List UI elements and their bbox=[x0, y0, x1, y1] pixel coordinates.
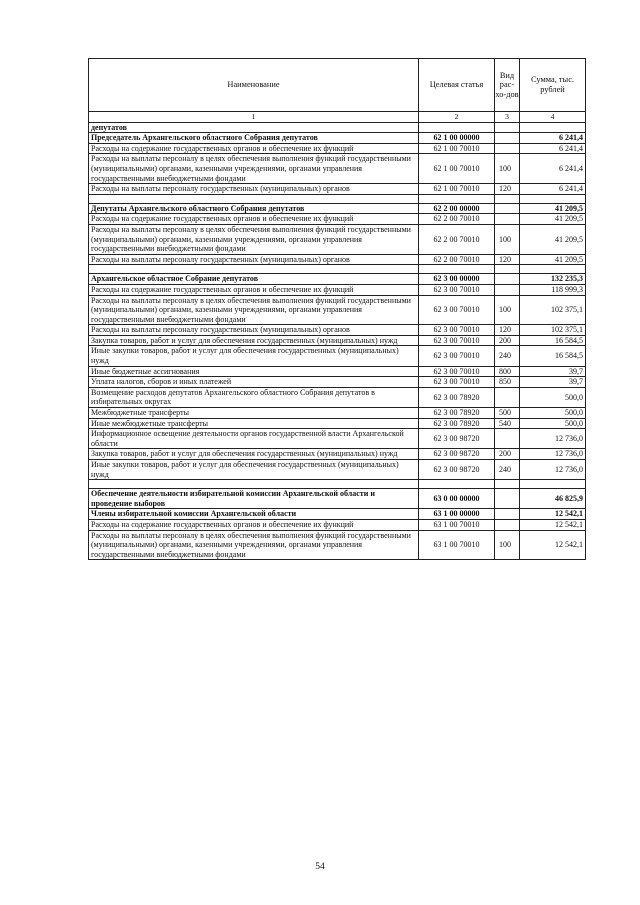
cell-target-article: 62 3 00 70010 bbox=[419, 366, 495, 377]
cell-target-article: 62 3 00 78920 bbox=[419, 418, 495, 429]
table-row bbox=[89, 418, 586, 429]
table-row bbox=[89, 429, 586, 449]
cell-name: Закупка товаров, работ и услуг для обеспечения государственных (муниципальных) нужд bbox=[89, 335, 419, 346]
cell-sum: 6 241,4 bbox=[520, 143, 586, 154]
cell-sum: 16 584,5 bbox=[520, 335, 586, 346]
cell-name: Расходы на содержание государственных органов и обеспечение их функций bbox=[89, 214, 419, 225]
cell-sum: 12 736,0 bbox=[520, 460, 586, 480]
cell-target-article: 62 3 00 70010 bbox=[419, 335, 495, 346]
table-row bbox=[89, 408, 586, 419]
cell-sum: 500,0 bbox=[520, 418, 586, 429]
cell-sum: 41 209,5 bbox=[520, 254, 586, 265]
section-row bbox=[89, 133, 586, 144]
cell-sum: 102 375,1 bbox=[520, 325, 586, 336]
cell-sum: 41 209,5 bbox=[520, 214, 586, 225]
table-row bbox=[89, 449, 586, 460]
column-number-row bbox=[89, 112, 586, 123]
cell-name: Расходы на выплаты персоналу государственных (муниципальных) органов bbox=[89, 184, 419, 195]
cell-target-article bbox=[419, 122, 495, 133]
cell-expense-type bbox=[495, 214, 520, 225]
cell-sum bbox=[520, 122, 586, 133]
cell-sum bbox=[520, 265, 586, 274]
cell-target-article bbox=[419, 265, 495, 274]
cell-sum: 16 584,5 bbox=[520, 346, 586, 366]
cell-name: Расходы на выплаты персоналу в целях обеспечения выполнения функций государственными (муниципальными) органами, казенными учреждениями, органами управления государственными внебюджетными фондами bbox=[89, 295, 419, 325]
table-row bbox=[89, 377, 586, 388]
header-sum: Сумма, тыс. рублей bbox=[520, 59, 586, 112]
cell-name bbox=[89, 194, 419, 203]
cell-target-article: 62 3 00 98720 bbox=[419, 429, 495, 449]
cell-expense-type bbox=[495, 387, 520, 407]
cell-expense-type bbox=[495, 509, 520, 520]
cell-sum: 102 375,1 bbox=[520, 295, 586, 325]
cell-expense-type bbox=[495, 274, 520, 285]
cell-name: Расходы на выплаты персоналу государственных (муниципальных) органов bbox=[89, 325, 419, 336]
cell-expense-type bbox=[495, 133, 520, 144]
spacer-row bbox=[89, 194, 586, 203]
cell-target-article bbox=[419, 480, 495, 489]
cell-expense-type bbox=[495, 284, 520, 295]
cell-expense-type: 850 bbox=[495, 377, 520, 388]
table-row bbox=[89, 184, 586, 195]
table-row bbox=[89, 366, 586, 377]
cell-name bbox=[89, 480, 419, 489]
cell-target-article: 63 1 00 70010 bbox=[419, 519, 495, 530]
cell-name: Возмещение расходов депутатов Архангельского областного Собрания депутатов в избирательных округах bbox=[89, 387, 419, 407]
cell-expense-type: 100 bbox=[495, 295, 520, 325]
cell-name: Расходы на выплаты персоналу в целях обеспечения выполнения функций государственными (муниципальными) органами, казенными учреждениями, органами управления государственными внебюджетными фондами bbox=[89, 224, 419, 254]
cell-target-article: 62 2 00 70010 bbox=[419, 254, 495, 265]
cell-sum: 12 542,1 bbox=[520, 530, 586, 560]
cell-expense-type bbox=[495, 203, 520, 214]
cell-target-article: 62 3 00 78920 bbox=[419, 408, 495, 419]
table-row bbox=[89, 530, 586, 560]
cell-sum: 118 999,3 bbox=[520, 284, 586, 295]
cell-sum: 500,0 bbox=[520, 387, 586, 407]
cell-expense-type: 240 bbox=[495, 346, 520, 366]
cell-name: Члены избирательной комиссии Архангельской области bbox=[89, 509, 419, 520]
cell-expense-type: 540 bbox=[495, 418, 520, 429]
table-row bbox=[89, 254, 586, 265]
column-number: 1 bbox=[89, 112, 419, 123]
column-number: 3 bbox=[495, 112, 520, 123]
cell-name: Иные закупки товаров, работ и услуг для обеспечения государственных (муниципальных) нужд bbox=[89, 460, 419, 480]
cell-expense-type: 200 bbox=[495, 449, 520, 460]
cell-sum: 41 209,5 bbox=[520, 224, 586, 254]
cell-expense-type bbox=[495, 489, 520, 509]
table-row bbox=[89, 460, 586, 480]
cell-sum bbox=[520, 194, 586, 203]
table-row bbox=[89, 284, 586, 295]
cell-sum: 12 542,1 bbox=[520, 509, 586, 520]
section-row bbox=[89, 203, 586, 214]
cell-target-article: 63 1 00 70010 bbox=[419, 530, 495, 560]
cell-expense-type: 200 bbox=[495, 335, 520, 346]
cell-name: Обеспечение деятельности избирательной комиссии Архангельской области и проведение выборов bbox=[89, 489, 419, 509]
cell-expense-type bbox=[495, 480, 520, 489]
table-row bbox=[89, 224, 586, 254]
table-row bbox=[89, 143, 586, 154]
cell-target-article: 62 3 00 00000 bbox=[419, 274, 495, 285]
section-row bbox=[89, 122, 586, 133]
cell-expense-type: 120 bbox=[495, 325, 520, 336]
cell-target-article: 62 2 00 70010 bbox=[419, 214, 495, 225]
section-row bbox=[89, 489, 586, 509]
cell-target-article: 62 1 00 70010 bbox=[419, 184, 495, 195]
cell-name: Расходы на выплаты персоналу государственных (муниципальных) органов bbox=[89, 254, 419, 265]
cell-target-article bbox=[419, 194, 495, 203]
cell-target-article: 62 1 00 00000 bbox=[419, 133, 495, 144]
cell-name: Расходы на содержание государственных органов и обеспечение их функций bbox=[89, 519, 419, 530]
cell-target-article: 62 1 00 70010 bbox=[419, 154, 495, 184]
cell-expense-type: 800 bbox=[495, 366, 520, 377]
cell-sum: 39,7 bbox=[520, 377, 586, 388]
cell-target-article: 62 2 00 70010 bbox=[419, 224, 495, 254]
spacer-row bbox=[89, 480, 586, 489]
cell-sum: 12 736,0 bbox=[520, 449, 586, 460]
cell-expense-type bbox=[495, 194, 520, 203]
section-row bbox=[89, 509, 586, 520]
section-row bbox=[89, 274, 586, 285]
cell-target-article: 62 3 00 70010 bbox=[419, 346, 495, 366]
cell-sum: 6 241,4 bbox=[520, 184, 586, 195]
cell-expense-type bbox=[495, 519, 520, 530]
cell-expense-type: 240 bbox=[495, 460, 520, 480]
cell-name: Межбюджетные трансферты bbox=[89, 408, 419, 419]
header-expense-type: Вид рас-хо-дов bbox=[495, 59, 520, 112]
cell-name: Расходы на выплаты персоналу в целях обеспечения выполнения функций государственными (муниципальными) органами, казенными учреждениями, органами управления государственными внебюджетными фондами bbox=[89, 154, 419, 184]
cell-target-article: 62 2 00 00000 bbox=[419, 203, 495, 214]
cell-target-article: 62 3 00 98720 bbox=[419, 460, 495, 480]
cell-name: Расходы на содержание государственных органов и обеспечение их функций bbox=[89, 284, 419, 295]
cell-expense-type bbox=[495, 429, 520, 449]
table-row bbox=[89, 346, 586, 366]
cell-name: Закупка товаров, работ и услуг для обеспечения государственных (муниципальных) нужд bbox=[89, 449, 419, 460]
cell-name: депутатов bbox=[89, 122, 419, 133]
table-row bbox=[89, 387, 586, 407]
budget-table-body bbox=[89, 59, 586, 560]
cell-expense-type: 100 bbox=[495, 530, 520, 560]
cell-sum: 6 241,4 bbox=[520, 133, 586, 144]
cell-target-article: 62 3 00 98720 bbox=[419, 449, 495, 460]
cell-sum bbox=[520, 480, 586, 489]
cell-target-article: 62 3 00 70010 bbox=[419, 284, 495, 295]
page-number: 54 bbox=[315, 862, 325, 872]
table-row bbox=[89, 154, 586, 184]
table-row bbox=[89, 519, 586, 530]
cell-sum: 500,0 bbox=[520, 408, 586, 419]
table-row bbox=[89, 325, 586, 336]
table-row bbox=[89, 335, 586, 346]
table-header-row bbox=[89, 59, 586, 112]
cell-expense-type bbox=[495, 122, 520, 133]
cell-name: Архангельское областное Собрание депутатов bbox=[89, 274, 419, 285]
cell-sum: 46 825,9 bbox=[520, 489, 586, 509]
cell-sum: 12 542,1 bbox=[520, 519, 586, 530]
cell-name: Расходы на выплаты персоналу в целях обеспечения выполнения функций государственными (муниципальными) органами, казенными учреждениями, органами управления государственными внебюджетными фондами bbox=[89, 530, 419, 560]
spacer-row bbox=[89, 265, 586, 274]
cell-target-article: 63 1 00 00000 bbox=[419, 509, 495, 520]
table-row bbox=[89, 214, 586, 225]
cell-name: Иные межбюджетные трансферты bbox=[89, 418, 419, 429]
cell-expense-type: 120 bbox=[495, 184, 520, 195]
cell-name: Председатель Архангельского областного Собрания депутатов bbox=[89, 133, 419, 144]
column-number: 4 bbox=[520, 112, 586, 123]
cell-target-article: 62 3 00 78920 bbox=[419, 387, 495, 407]
cell-expense-type bbox=[495, 265, 520, 274]
cell-name: Информационное освещение деятельности органов государственной власти Архангельской области bbox=[89, 429, 419, 449]
cell-name: Иные закупки товаров, работ и услуг для обеспечения государственных (муниципальных) нужд bbox=[89, 346, 419, 366]
cell-target-article: 62 3 00 70010 bbox=[419, 377, 495, 388]
cell-expense-type: 120 bbox=[495, 254, 520, 265]
budget-table bbox=[88, 58, 586, 560]
header-name: Наименование bbox=[89, 59, 419, 112]
cell-sum: 41 209,5 bbox=[520, 203, 586, 214]
cell-name: Иные бюджетные ассигнования bbox=[89, 366, 419, 377]
cell-name: Депутаты Архангельского областного Собрания депутатов bbox=[89, 203, 419, 214]
cell-name: Расходы на содержание государственных органов и обеспечение их функций bbox=[89, 143, 419, 154]
cell-sum: 39,7 bbox=[520, 366, 586, 377]
cell-sum: 6 241,4 bbox=[520, 154, 586, 184]
cell-expense-type: 100 bbox=[495, 154, 520, 184]
cell-target-article: 62 3 00 70010 bbox=[419, 325, 495, 336]
cell-expense-type: 100 bbox=[495, 224, 520, 254]
header-target-article: Целевая статья bbox=[419, 59, 495, 112]
cell-expense-type bbox=[495, 143, 520, 154]
cell-target-article: 62 3 00 70010 bbox=[419, 295, 495, 325]
cell-target-article: 62 1 00 70010 bbox=[419, 143, 495, 154]
column-number: 2 bbox=[419, 112, 495, 123]
cell-name: Уплата налогов, сборов и иных платежей bbox=[89, 377, 419, 388]
cell-sum: 132 235,3 bbox=[520, 274, 586, 285]
cell-name bbox=[89, 265, 419, 274]
cell-expense-type: 500 bbox=[495, 408, 520, 419]
cell-sum: 12 736,0 bbox=[520, 429, 586, 449]
table-row bbox=[89, 295, 586, 325]
cell-target-article: 63 0 00 00000 bbox=[419, 489, 495, 509]
